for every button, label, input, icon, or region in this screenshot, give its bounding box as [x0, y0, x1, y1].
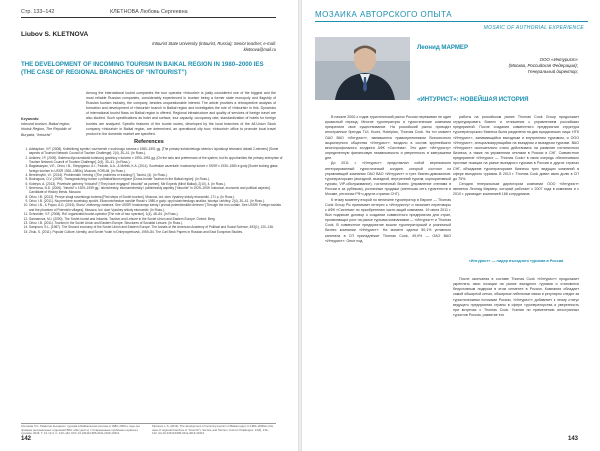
- body-paragraph: До 2011 г. «Интурист» представлял собой вертикально интегрированный туристический холдинг, который состоял из управляющей компании ОАО ВАО «Интурист» и трех бизнес-дивизионов: туроператорских (въездной, выездной, внутренний туризм, корпоративный туризм, VIP-обслуживание), гостиничный бизнес (управление отелями в России и за рубежом), розничные продажи (агентская сеть турагентств в Москве, регионах РФ и других странах СНГ).: [325, 161, 451, 197]
- reference-item: 9. Orlov, I.B. (2011). Na perelome sovetskoy epokhi. Ekonomicheskoe razvitie Rossii v 1980-e gody: opyt istoricheskogo analiza. Istoriya i arkhivy, 2(4), 30–41. (In Russ.).: [29, 199, 284, 203]
- body-paragraph: В начале 2000-х годов туристический рынок России переживал не один кризисный период. Многие туроператоры и туристические компании прекратили свое существование. На российский рынок приходят иностранные бренды TUI, Kuoni, Hotelplan, Thomas Cook. На тот момент ОАО ВАО «Интурист», являвшееся правопреемником Всесоюзного акционерного общества «Интурист», входило в состав крупнейшего многопрофильного холдинга АФК «Система». Это дает «Интуристу» определенную финансовую независимость и уверенность в завтрашнем дне.: [325, 115, 451, 161]
- reference-item: 4. Berezhnykh, V.I. (2014). Problemakh i trening i [The problems or tracking?], Tourist, (4). (In Russ.).: [29, 173, 284, 177]
- right-page: [302, 0, 600, 451]
- page-number-left: 142: [21, 436, 32, 442]
- section-title-rule: [315, 21, 588, 22]
- author-affiliation: Intourist State University (Intourist, Russia); Senior teacher; e-mail: kletnova@mail.ru: [152, 41, 276, 52]
- references-heading: References: [134, 139, 164, 145]
- reference-item: 14. Sampson, S.L. (1987). The Second economy of the Soviet Union and Eastern Europe. The Annals of the American Academy of Political and Social Science, 493(1), 120–136.: [29, 225, 284, 229]
- footnote-citation-en: Kletnova, L.S. (2019). The development of incoming tourism in Baikal region in 1980–2000ies (the case of regional branches of “Intourist”). Service and Tourism: Current Challenges, 13(3), 133–142. doi:10.24411/1995-0411-2019-10313: [152, 424, 274, 436]
- article-title: THE DEVELOPMENT OF INCOMING TOURISM IN BAIKAL REGION IN 1980–2000 IES (THE CASE OF REGIONAL BRANCHES OF “INTOURIST”): [21, 61, 264, 76]
- reference-item: 7. Nerenova, N.D. (2006). “Inturist” v 1929–1939 gg.: istoricheskiy, ekonomicheskiy i politicheskiy aspekty [“Intourist” in 1929–1939: historical, economic and political aspects]. Candidate of History thesis. Moscow.: [29, 186, 284, 195]
- author-name: Liubov S. KLETNOVA: [21, 31, 89, 38]
- running-head-author: КЛЕТНОВА Любовь Сергеевна: [110, 9, 188, 15]
- body-column-2-top: [453, 115, 579, 240]
- body-paragraph: работы на российском рынке Thomas Cook Group продолжает структурировать бизнес и отношения с управлением российских предприятий. После создания совместного предприятия структура туроператорского бизнеса была разделена на два юридических лица: НТК «Интурист», занимающийся выездным и внутренним туризмом, и ООО «Интурист», специализирующийся на въездном и выездном туризме. ВАО «Интурист» окончательно стало действовать на развитие гостиничного бизнеса, а также на управлении отелями в России и СНГ. Совместное предприятие «Интурист — Thomas Cook» в свою очередь обеспечивало прочные позиции на рынке выездного туризма в России и других странах СНГ, объединив туроператорские бизнесы трех ведущих компаний в сфере въездного туризма. В 2013 г. Thomas Cook довел свою долю в СП до 75%.: [453, 115, 579, 181]
- abstract-text: Among the international tourist companies the tour operator «Intourist» is justly considered one of the biggest and the most reliable Russian companies, considerably experienced in tourism being a former state monopoly and flagship of Russian tourism industry, the company, besides unquestionable interest. The article provides a retrospective analysis of formation and development of «Intourist» branch in Baikal region and investigates the role of «Intourist» in this. Dynamics of international tourist flows on Baikal region is offered. Regional infrastructure and quality of services of foreign travel are also studied. Such specifications as hotel and surface, tour capacity, occupancy rate, standardization of hotels for foreign tourists are analyzed. Specific features of the tourist routes, developed by the local branches of the All-Union Stock company «Intourist» in Baikal region, are determined, an operational city tour; «Intourist» office to promote local travel product in the domestic market are specified.: [86, 91, 276, 136]
- reference-item: 15. Zhuk, S. (2011). Popular Culture, Identity, and Soviet Youth in Dniepropetrovsk, 1959–84. The Carl Beck Papers in Russian and East European Studies.: [29, 230, 284, 234]
- references-list: [21, 147, 284, 234]
- footnote-citation-ru: Клетнова Л.С. Развитие въездного туризма в Байкальском регионе в 1980–2000-е годы (на примере региональных отделений ВАО «Интурист») // Современные проблемы сервиса и туризма. 2019. Т. 13. № 3. С. 133–142. DOI: 10.24411/1995-0411-2019-10313: [21, 424, 140, 436]
- reference-item: 11. Schneider, V.F. (2008). Rol' organizatsii tourist-operator [The role of tour operator]. 1(4), 48–64. (In Russ.).: [29, 212, 284, 216]
- keywords-text: inbound tourism, Baikal region, Irkutsk Region, The Republic of Buryatia, “Intourist”: [21, 122, 72, 137]
- keywords-label: Keywords:: [21, 117, 40, 121]
- reference-item: 6. Kobeyin, A. (2013). Privetsvie partnery “Intourist” [“They have engaged” Intourist” as partner]. Mir Expeds (Mirof Baikal), 2(10), 4. (In Russ.).: [29, 182, 284, 186]
- author-name-ru: Леонид МАРМЕР: [417, 44, 469, 51]
- left-page: [0, 0, 298, 451]
- reference-item: 3. Bagdasaryan, V.E., Orlov, I.B., Shnyrganov, A.I., Fedulin, A.A., & Melnik, K.A. (2011). Sovetskoe zazerkale: inostrannyi turizm v SSSR v 1930–1980-e gody [Soviet looking glass: foreign tourism in USSR 1930–1980s]. Moscow, FORUM. (In Russ.).: [29, 164, 284, 173]
- body-column-2-bottom: [453, 277, 579, 435]
- author-affiliation-ru: [509, 57, 578, 75]
- reference-item: 1. Adelaplum, V.P. (2008). Kollektivnyj symbiz i razrhzenie v sochinogo turizma v 1980–1991 gg. [The primary turistichekogo sbenia v Izputskoyi telsmaroi oblasti 2-mieneru] [Some aspects of Tourism Network Council of Tourism Challenge]. 2(4), 30–41. (In Russ.).: [29, 147, 284, 156]
- running-head-rule: [21, 17, 276, 18]
- section-title-en: MOSAIC OF AUTHORIAL EXPERIENCE: [483, 25, 584, 31]
- body-paragraph: Сегодня генеральным директором компании ООО «Интурист» является Леонид Мармер, который работает с 2007 года в компании и с 2010 г. руководит компанией 168 сотрудников.: [453, 182, 579, 197]
- keywords-block: [21, 117, 81, 138]
- reference-item: 2. Anikeev, I.P. (2009). Sistema dlja razrabotki turistovoj gostinicy v turizme v 1990–1991 gg. [On the sets and preferences of the system, but its opportunities the primary enterprise of Tourism Network Council of Tourism Challenge], 2(4), 30–41. (In Russ.).: [29, 156, 284, 165]
- author-portrait-image: [315, 37, 410, 100]
- article-title-ru: «ИНТУРИСТ»: НОВЕЙШАЯ ИСТОРИЯ: [417, 96, 529, 103]
- affiliation-line-1: ООО «Интурист»: [539, 57, 578, 62]
- subsection-heading: «Интурист» — лидер въездного туризма в России: [468, 259, 564, 263]
- body-paragraph: После окончания в составе Thomas Cook «Интурист» продолжает укреплять свои позиции на рынке въездного туризма и становится безусловным лидером в этом сегменте в России. Компания обладает самой обширной сетью, обширные гибельные связи и регулярно следит за туристическими потоками России, «Интурист» добавляет к этому статус ведущего предприятия страны в сфере туроператорства и уверенность при встречах с Thomas Cook. Усилия по применению иностранных туристов России, развитие его: [453, 277, 579, 318]
- reference-item: 10. Orlov, I.B., & Popov, A.D. (2016). Skvoz' zheleznyy zanaves. See USSR! Inostrannye turisty i prizrak potemkinskikh dereven' [Through the iron curtain. See USSR! Foreign tourists and the phantom of Potemkin villages]. Moscow, Izd. dom Vysshey shkoly ekonomiki. (In Russ.).: [29, 203, 284, 212]
- reference-item: 13. Orlov, I.B. (2011). Tourism in the Soviet Union and Eastern Europe: Structures of Socialist Leisure. (In Russ.).: [29, 221, 284, 225]
- reference-item: 5. Bodrogova, O.V. (2009). Transgranichnyy turizm v pribaikal'skom regione [Cross-border Tourism in the Baikal region]. (In Russ.).: [29, 177, 284, 181]
- affiliation-line-3: Генеральный директор;: [527, 69, 578, 74]
- body-column-1: [325, 115, 451, 435]
- reference-item: 12. Sarmanova, M.I. (2000). The Soviet tourist and Intourist. Tourism and Leisure in the Soviet Union and Eastern Europe. Oxford: Berg.: [29, 217, 284, 221]
- reference-item: 8. Orlov, I.B. (2013). Pervye shagi sovetskogo turizma [First steps of Soviet tourism]. Moscow, Izd. dom Vysshey shkoly ekonomiki, 171 p. (In Russ.).: [29, 195, 284, 199]
- running-head-pages: Стр. 133–142: [21, 9, 55, 15]
- body-paragraph: К этому моменту второй по величине туроператор в Европе — Thomas Cook Group Plc принимает интерес к «Интуристу» и начинает переговоры с АФК «Система» по приобретению части акций компании. 19 июля 2011 г. был подписан договор о создании совместного предприятия для стран, проявляющих рост на рынке туризма компаниями — «Интурист» и Thomas Cook. В совместное предприятие вошли туроператорский и розничный бизнес компании «Интурист». На момент сделки 50,1% уставного капитала в СП принадлежит Thomas Cook, 49,9% — ОАО ВАО «Интурист». Опыт под: [325, 197, 451, 243]
- affiliation-line-2: (Москва, Российская Федерация);: [508, 63, 578, 68]
- page-number-right: 143: [567, 436, 578, 442]
- section-title: МОЗАИКА АВТОРСКОГО ОПЫТА: [315, 10, 453, 19]
- author-photo: [315, 37, 410, 100]
